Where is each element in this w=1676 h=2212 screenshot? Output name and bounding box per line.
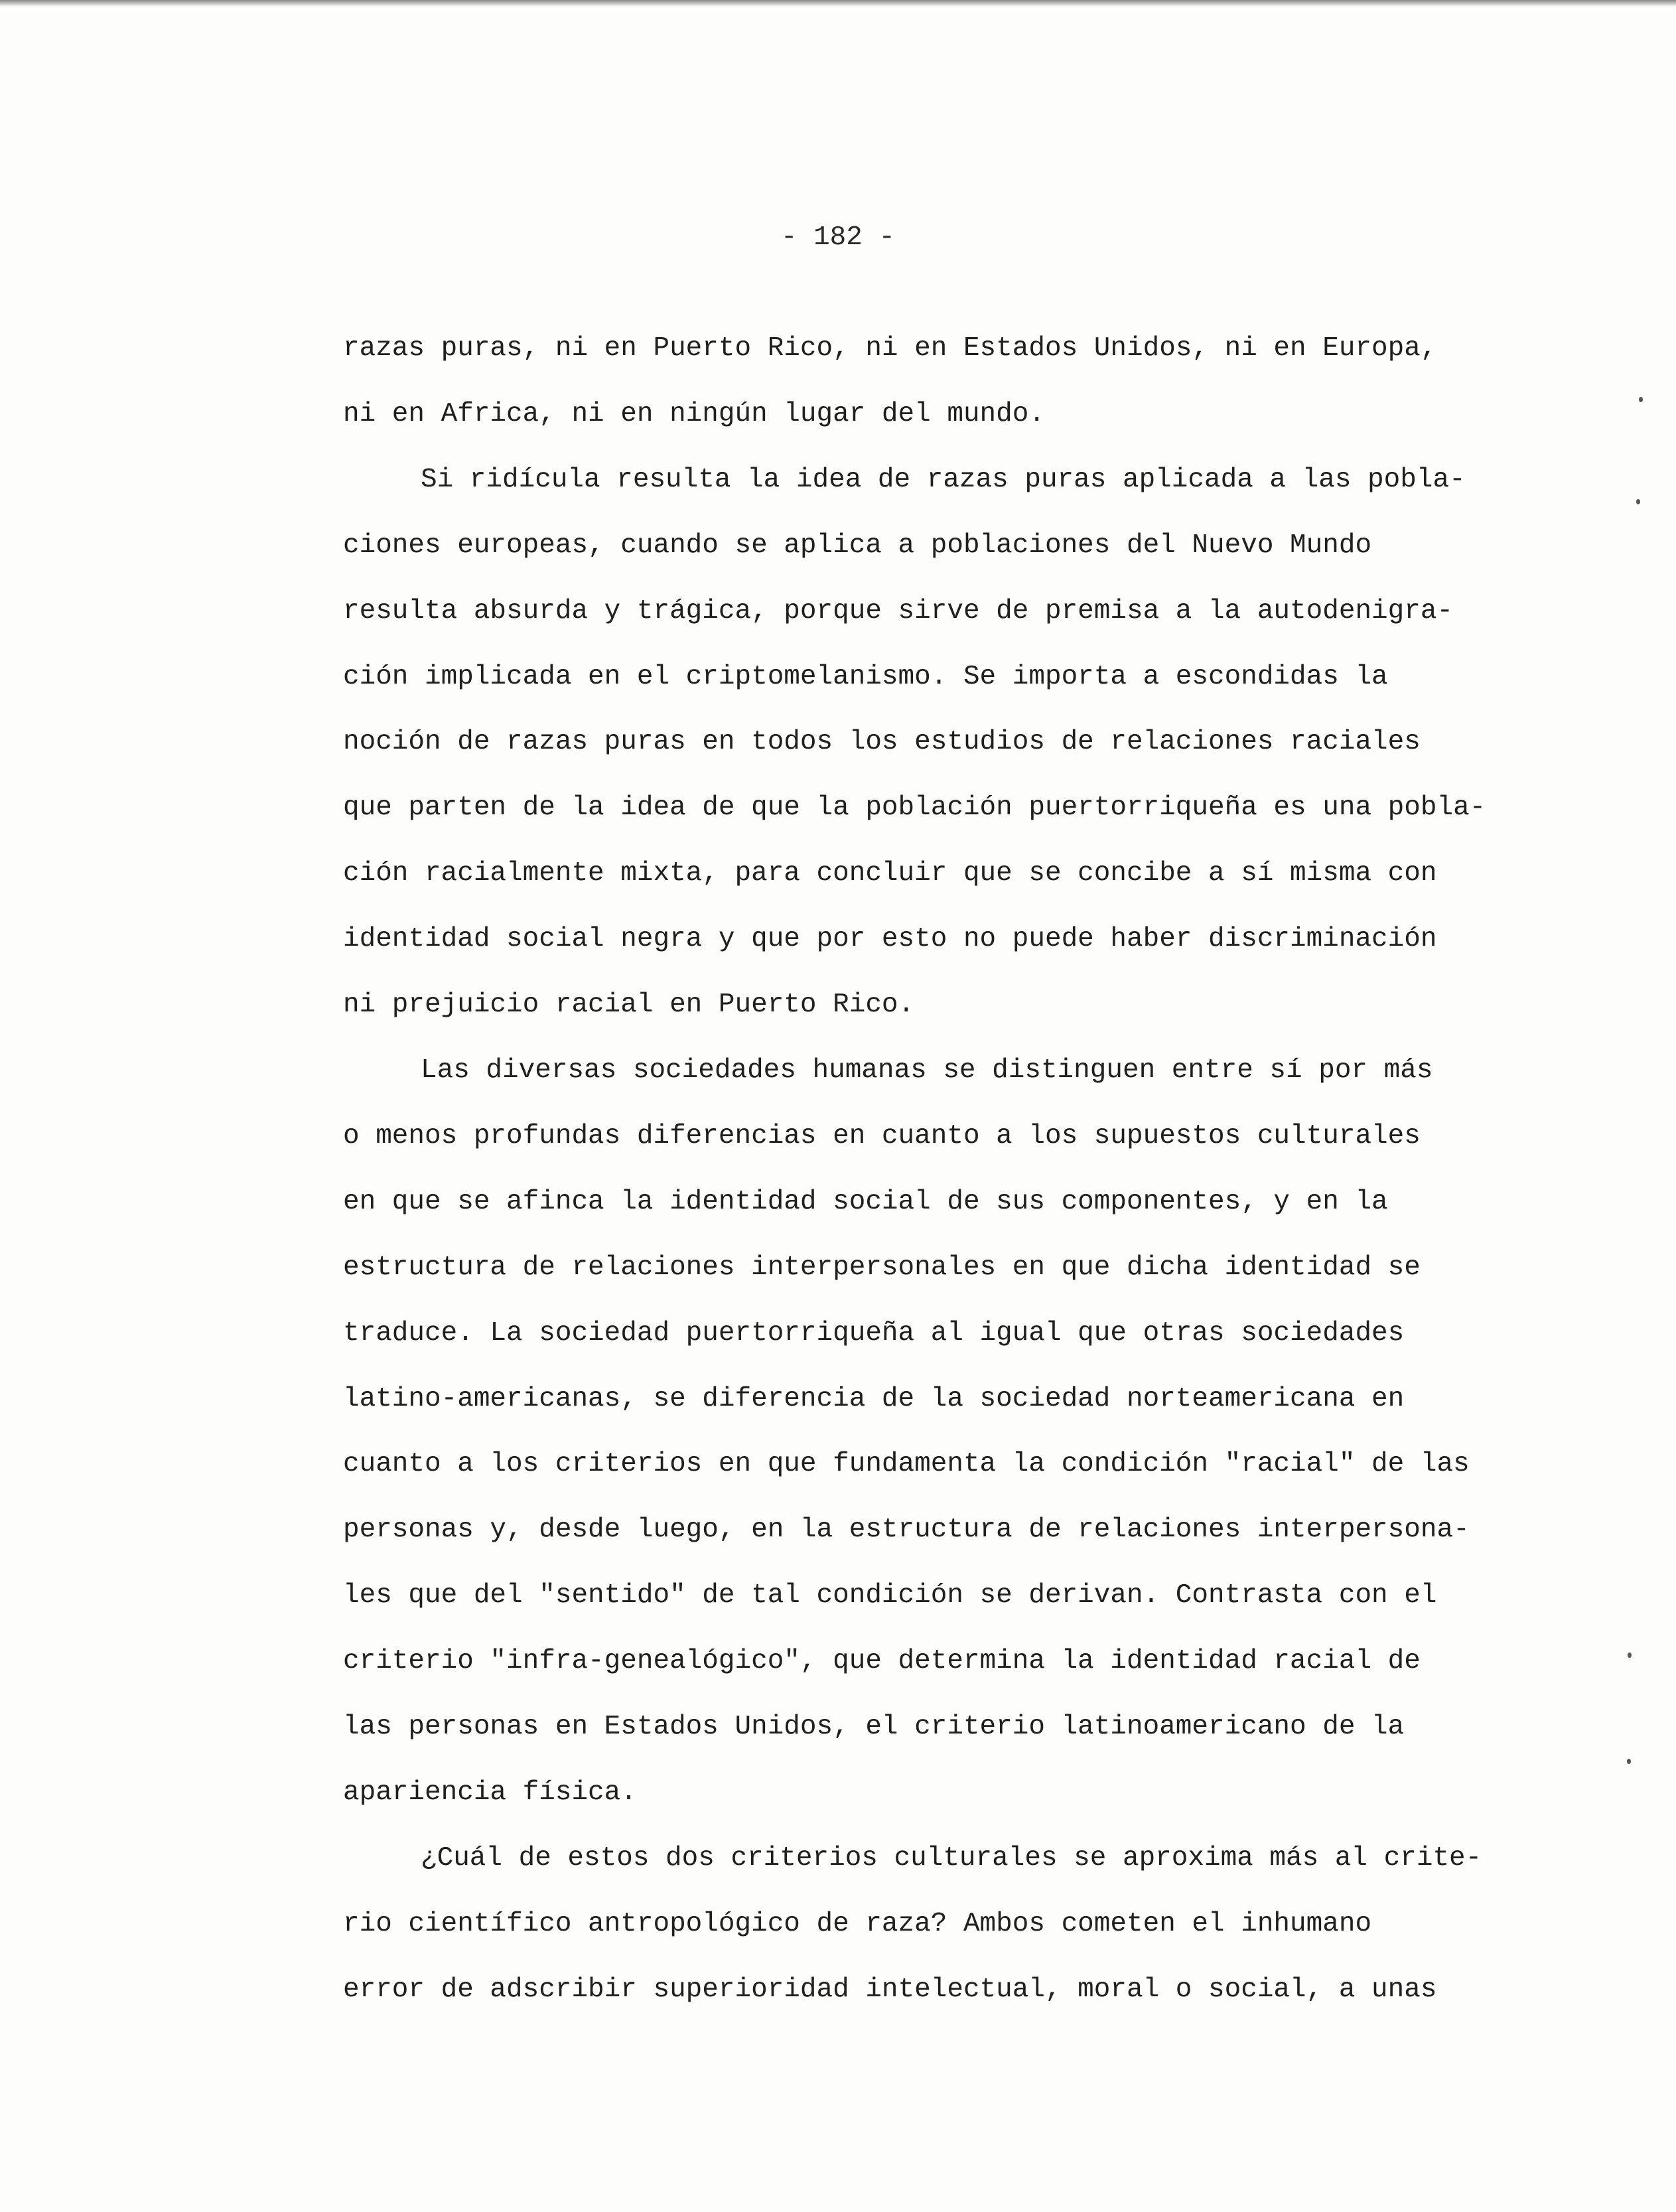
text-line: identidad social negra y que por esto no puede haber discriminación [343, 924, 1437, 955]
text-line: rio científico antropológico de raza? Ambos cometen el inhumano [343, 1908, 1372, 1939]
text-line: que parten de la idea de que la población puertorriqueña es una pobla- [343, 792, 1486, 824]
text-line: ni en Africa, ni en ningún lugar del mundo. [343, 398, 1045, 429]
text-line: ¿Cuál de estos dos criterios culturales se aproxima más al crite- [421, 1842, 1482, 1874]
text-line: traduce. La sociedad puertorriqueña al igual que otras sociedades [343, 1317, 1405, 1349]
text-line: las personas en Estados Unidos, el criterio latinoamericano de la [343, 1712, 1405, 1743]
text-line: Si ridícula resulta la idea de razas puras aplicada a las pobla- [421, 464, 1466, 495]
page-number: - 182 - [780, 222, 896, 253]
text-line: error de adscribir superioridad intelectual, moral o social, a unas [343, 1974, 1437, 2005]
text-line: cuanto a los criterios en que fundamenta la condición "racial" de las [343, 1449, 1470, 1480]
text-line: criterio "infra-genealógico", que determina la identidad racial de [343, 1646, 1421, 1677]
text-line: resulta absurda y trágica, porque sirve de premisa a la autodenigra- [343, 595, 1454, 627]
page-top-edge [0, 0, 1676, 7]
text-line: o menos profundas diferencias en cuanto a los supuestos culturales [343, 1120, 1421, 1151]
text-line: noción de razas puras en todos los estudios de relaciones raciales [343, 727, 1421, 758]
scan-speck [1639, 397, 1643, 402]
text-line: les que del "sentido" de tal condición se derivan. Contrasta con el [343, 1580, 1437, 1611]
text-line: ni prejuicio racial en Puerto Rico. [343, 990, 915, 1021]
text-line: estructura de relaciones interpersonales en que dicha identidad se [343, 1252, 1421, 1283]
text-line: ciones europeas, cuando se aplica a poblaciones del Nuevo Mundo [343, 530, 1372, 561]
scan-speck [1627, 1759, 1631, 1764]
scan-speck [1628, 1653, 1632, 1658]
scan-speck [1636, 499, 1640, 504]
text-line: razas puras, ni en Puerto Rico, ni en Estados Unidos, ni en Europa, [343, 333, 1437, 364]
text-line: latino-americanas, se diferencia de la sociedad norteamericana en [343, 1383, 1405, 1414]
text-line: Las diversas sociedades humanas se distinguen entre sí por más [421, 1055, 1433, 1086]
text-line: en que se afinca la identidad social de sus componentes, y en la [343, 1186, 1388, 1217]
text-line: ción implicada en el criptomelanismo. Se importa a escondidas la [343, 661, 1388, 692]
text-line: personas y, desde luego, en la estructura de relaciones interpersona- [343, 1514, 1470, 1546]
text-line: ción racialmente mixta, para concluir que se concibe a sí misma con [343, 858, 1437, 889]
text-line: apariencia física. [343, 1777, 637, 1808]
body-text [343, 316, 1551, 2023]
